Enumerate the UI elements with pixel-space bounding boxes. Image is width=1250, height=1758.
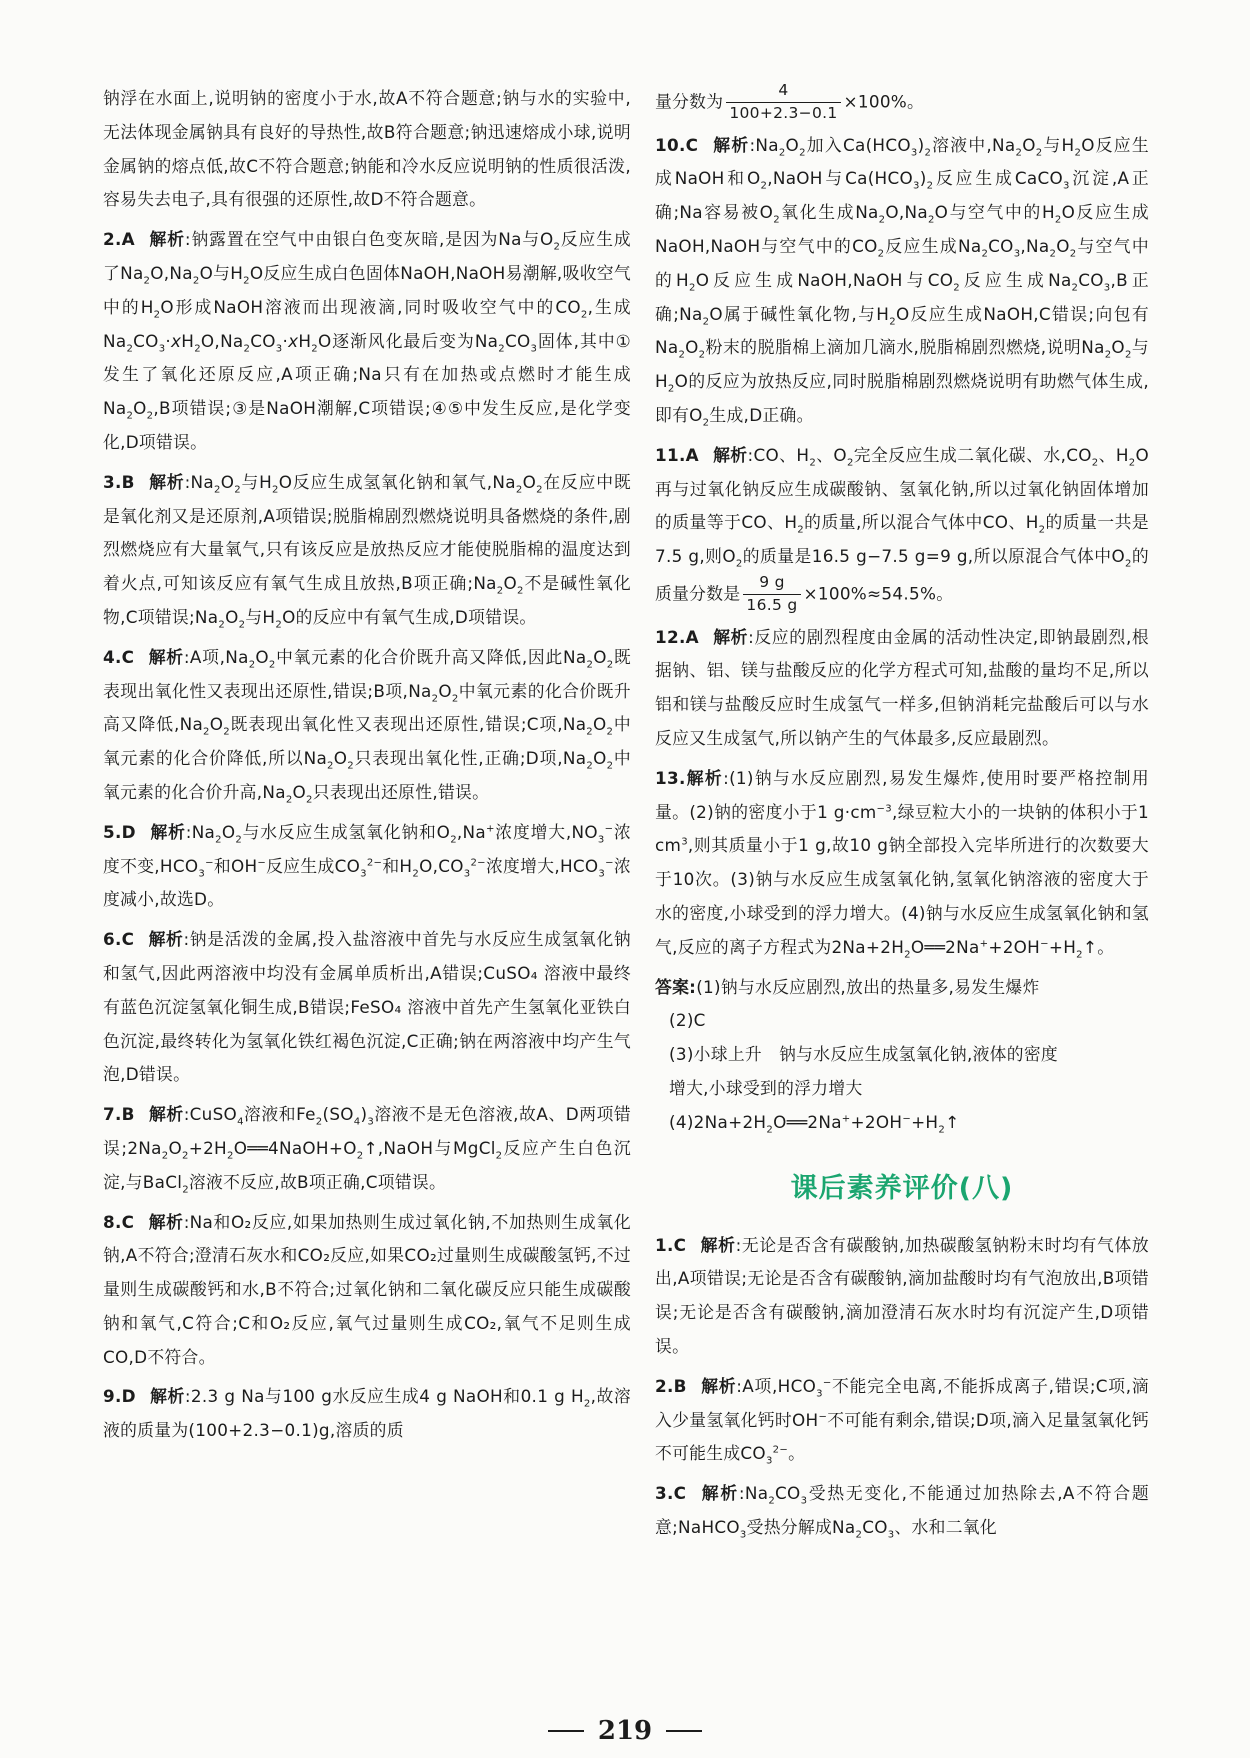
answer-line: $(4)2Na+2H_2O══2Na^++2OH^-+H_2↑$ bbox=[669, 1111, 960, 1136]
analysis-label: 解析 bbox=[148, 471, 185, 492]
answer-4: 4.C 解析:A项$,Na_2O_2$中氧元素的化合价既升高又降低,因此$Na_2O_2$既表现出氧化性又表现出还原性,错误;B项$,Na_2O_2$中氧元素的化合价既升高又降低$,Na_2O_2$既表现出氧化性又表现出还原性,错误;C项$,Na_2O_2$中氧元素的化合价降低,所以$Na_2O_2$只表现出氧化性,正确;D项$,Na_2O_2$中氧元素的化合价升高$,Na_2O_2$只表现出还原性,错误。 bbox=[103, 646, 631, 806]
analysis-label: 解析 bbox=[148, 929, 184, 950]
answer-9: 9.D 解析:2.3 g Na与100 g水反应生成4 g NaOH和0.1 g $H_2$,故溶液的质量为(100+2.3−0.1)g,溶质的质 bbox=[103, 1386, 631, 1441]
answer-11: 11.A 解析:CO、$H_2$、$O_2$完全反应生成二氧化碳、水$,CO_2$、$H_2O$再与过氧化钠反应生成碳酸钠、氢氧化钠,所以过氧化钠固体增加的质量等于CO、$H_2$的质量,所以混合气体中CO、$H_2$的质量一共是7.5 g,则$O_2$的质量是16.5 g−7.5 g=9 g,所以原混合气体中$O_2$的质量分数是 $\frac{9 g}{16.5 g}$ ×100%≈54.5%。 bbox=[655, 444, 1149, 614]
answer-text: 无论是否含有碳酸钠,加热碳酸氢钠粉末时均有气体放出,A项错误;无论是否含有碳酸钠,滴加盐酸时均有气泡放出,B项错误;无论是否含有碳酸钠,滴加澄清石灰水时均有沉淀产生,D项错误。 bbox=[655, 1234, 1149, 1356]
answer-13: 13.解析:(1)钠与水反应剧烈,易发生爆炸,使用时要严格控制用量。(2)钠的密度小于1 $g\cdot cm^{-3}$,绿豆粒大小的一块钠的体积小于1 $cm^3$,则其质量小于1 g,故10 g钠全部投入完毕所进行的次数要大于10次。(3)钠与水反应生成氢氧化钠,氢氧化钠溶液的密度大于水的密度,小球受到的浮力增大。(4)钠与水反应生成氢氧化钠和氢气,反应的离子方程式为$2Na+2H_2O══2Na^++2OH^-+H_2↑$。 bbox=[655, 767, 1149, 961]
analysis-label: 解析 bbox=[700, 1375, 737, 1396]
question-number: 5.D bbox=[103, 821, 136, 842]
question-number: 3.B bbox=[103, 471, 135, 492]
answer-label: 答案: bbox=[655, 976, 697, 997]
question-number: 4.C bbox=[103, 646, 135, 667]
fraction bbox=[726, 82, 840, 123]
answer-text: 量分数为 bbox=[655, 91, 724, 112]
right-column bbox=[655, 82, 1149, 1551]
answer-8: 8.C 解析:Na和O₂反应,如果加热则生成过氧化钠,不加热则生成氧化钠,A不符合;澄清石灰水和CO₂反应,如果CO₂过量则生成碳酸氢钙,不过量则生成碳酸钙和水,B不符合;过氧化钠和二氧化碳反应只能生成碳酸钠和氧气,C符合;C和O₂反应,氧气过量则生成CO₂,氧气不足则生成CO,D不符合。 bbox=[103, 1211, 631, 1367]
answer-3: 3.B 解析$:Na_2O_2$与$H_2O$反应生成氢氧化钠和氧气$,Na_2O_2$在反应中既是氧化剂又是还原剂,A项错误;脱脂棉剧烈燃烧说明具备燃烧的条件,剧烈燃烧应有大量氧气,只有该反应是放热反应才能使脱脂棉的温度达到着火点,可知该反应有氧气生成且放热,B项正确$;Na_2O_2$不是碱性氧化物,C项错误$;Na_2O_2$与$H_2O$的反应中有氧气生成,D项错误。 bbox=[103, 471, 631, 631]
fraction: $\frac{9 g}{16.5 g}$ bbox=[743, 574, 800, 615]
analysis-label: 解析 bbox=[712, 444, 748, 465]
answer-text: 钠是活泼的金属,投入盐溶液中首先与水反应生成氢氧化钠和氢气,因此两溶液中均没有金属单质析出,A错误;CuSO₄ 溶液中最终有蓝色沉淀氢氧化铜生成,B错误;FeSO₄ 溶液中首先产生氢氧化亚铁白色沉淀,最终转化为氢氧化铁红褐色沉淀,C正确;钠在两溶液中均产生气泡,D错误。 bbox=[103, 929, 631, 1085]
analysis-label: 解析 bbox=[712, 134, 750, 155]
answer-13-final bbox=[655, 971, 1149, 1140]
question-number: 6.C bbox=[103, 929, 135, 950]
analysis-label: 解析 bbox=[148, 1211, 184, 1232]
answer-2: 2.A 解析:钠露置在空气中由银白色变灰暗,是因为Na与$O_2$反应生成了$Na_2O,Na_2O$与$H_2O$反应生成白色固体NaOH,NaOH易潮解,吸收空气中的$H_2O$形成NaOH溶液而出现液滴,同时吸收空气中的$CO_2$,生成$Na_2CO_3\cdot xH_2O,Na_2CO_3\cdot xH_2O$逐渐风化最后变为$Na_2CO_3$固体,其中①发生了氧化还原反应,A项正确;Na只有在加热或点燃时才能生成$Na_2O_2,B$项错误;③是NaOH潮解,C项错误;④⑤中发生反应,是化学变化,D项错误。 bbox=[103, 229, 631, 452]
analysis-label: 解析 bbox=[712, 626, 749, 647]
left-column bbox=[103, 82, 631, 1454]
question-number: 7.B bbox=[103, 1104, 135, 1125]
answer-text: Na和O₂反应,如果加热则生成过氧化钠,不加热则生成氧化钠,A不符合;澄清石灰水和CO₂反应,如果CO₂过量则生成碳酸氢钙,不过量则生成碳酸钙和水,B不符合;过氧化钠和二氧化碳反应只能生成碳酸钠和氧气,C符合;C和O₂反应,氧气过量则生成CO₂,氧气不足则生成CO,D不符合。 bbox=[103, 1211, 631, 1367]
fraction-denominator: 100+2.3−0.1 bbox=[729, 103, 838, 122]
analysis-label: 解析 bbox=[685, 767, 724, 788]
analysis-label: 解析 bbox=[148, 229, 185, 250]
page-footer bbox=[0, 1716, 1250, 1746]
question-number: 2.A bbox=[103, 229, 135, 250]
answer-5: 5.D 解析$:Na_2O_2$与水反应生成氢氧化钠和$O_2,Na^+$浓度增大$,NO_3^-$浓度不变$,HCO_3^-$和OH−反应生成$CO_3^{2-}$和$H_2O,CO_3^{2-}$浓度增大$,HCO_3^-$浓度减小,故选D。 bbox=[103, 821, 631, 910]
answer-1-continued: 钠浮在水面上,说明钠的密度小于水,故A不符合题意;钠与水的实验中,无法体现金属钠具有良好的导热性,故B符合题意;钠迅速熔成小球,说明金属钠的熔点低,故C不符合题意;钠能和冷水反应说明钠的性质很活泼,容易失去电子,具有很强的还原性,故D不符合题意。 bbox=[103, 88, 631, 210]
answer-s2: 2.B 解析:A项$,HCO_3^-$不能完全电离,不能拆成离子,错误;C项,滴入少量氢氧化钙时OH−不可能有剩余,错误;D项,滴入足量氢氧化钙不可能生成$CO_3^{2-}$。 bbox=[655, 1375, 1150, 1467]
analysis-label: 解析 bbox=[148, 1104, 184, 1125]
question-number: 8.C bbox=[103, 1211, 135, 1232]
answer-10: 10.C 解析$:Na_2O_2$加入$Ca(HCO_3)_2$溶液中$,Na_2O_2$与$H_2O$反应生成NaOH和$O_2,NaOH$与$Ca(HCO_3)_2$反应生成CaCO$_3$沉淀,A正确;Na容易被$O_2$氧化生成$Na_2O,Na_2O$与空气中的$H_2O$反应生成NaOH,NaOH与空气中的$CO_2$反应生成$Na_2CO_3,Na_2O_2$与空气中的$H_2O$反应生成NaOH,NaOH与$CO_2$反应生成$Na_2CO_3,B$正确$;Na_2O$属于碱性氧化物,与$H_2O$反应生成NaOH,C错误;向包有$Na_2O_2$粉末的脱脂棉上滴加几滴水,脱脂棉剧烈燃烧,说明$Na_2O_2$与$H_2O$的反应为放热反应,同时脱脂棉剧烈燃烧说明有助燃气体生成,即有$O_2$生成,D正确。 bbox=[655, 134, 1150, 429]
answer-s3: 3.C 解析$:Na_2CO_3$受热无变化,不能通过加热除去,A不符合题意;NaHCO$_3$受热分解成$Na_2CO_3$、水和二氧化 bbox=[655, 1483, 1149, 1541]
analysis-label: 解析 bbox=[149, 1386, 185, 1407]
analysis-label: 解析 bbox=[700, 1483, 739, 1504]
footer-rule bbox=[666, 1730, 702, 1732]
analysis-label: 解析 bbox=[149, 821, 186, 842]
answer-line: 增大,小球受到的浮力增大 bbox=[669, 1077, 863, 1098]
footer-rule bbox=[548, 1730, 584, 1732]
question-number: 10.C bbox=[655, 134, 699, 155]
answer-12: 12.A 解析:反应的剧烈程度由金属的活动性决定,即钠最剧烈,根据钠、铝、镁与盐酸反应的化学方程式可知,盐酸的量均不足,所以铝和镁与盐酸反应时生成氢气一样多,但钠消耗完盐酸后可以与水反应又生成氢气,所以钠产生的气体最多,反应最剧烈。 bbox=[655, 626, 1149, 748]
answer-text: ×100%。 bbox=[843, 91, 925, 112]
answer-line: (2)C bbox=[669, 1010, 706, 1031]
question-number: 2.B bbox=[655, 1375, 687, 1396]
answer-9-continued bbox=[655, 82, 1149, 123]
answer-s1: 1.C 解析:无论是否含有碳酸钠,加热碳酸氢钠粉末时均有气体放出,A项错误;无论是否含有碳酸钠,滴加盐酸时均有气泡放出,B项错误;无论是否含有碳酸钠,滴加澄清石灰水时均有沉淀产生,D项错误。 bbox=[655, 1234, 1149, 1356]
answer-7: 7.B 解析:CuSO$_4$溶液和$Fe_2(SO_4)_3$溶液不是无色溶液,故A、D两项错误$;2Na_2O_2+2H_2O══4NaOH+O_2↑,NaOH$与MgCl$_2$反应产生白色沉淀,与BaCl$_2$溶液不反应,故B项正确,C项错误。 bbox=[103, 1104, 631, 1196]
section-title: 课后素养评价(八) bbox=[790, 1172, 1014, 1204]
answer-text: 反应的剧烈程度由金属的活动性决定,即钠最剧烈,根据钠、铝、镁与盐酸反应的化学方程式可知,盐酸的量均不足,所以铝和镁与盐酸反应时生成氢气一样多,但钠消耗完盐酸后可以与水反应又生成氢气,所以钠产生的气体最多,反应最剧烈。 bbox=[655, 626, 1149, 748]
page-number: 219 bbox=[597, 1716, 653, 1746]
question-number: 12.A bbox=[655, 626, 699, 647]
analysis-label: 解析 bbox=[148, 646, 184, 667]
question-number: 3.C bbox=[655, 1483, 687, 1504]
question-number: 9.D bbox=[103, 1386, 136, 1407]
answer-6: 6.C 解析:钠是活泼的金属,投入盐溶液中首先与水反应生成氢氧化钠和氢气,因此两溶液中均没有金属单质析出,A错误;CuSO₄ 溶液中最终有蓝色沉淀氢氧化铜生成,B错误;FeSO₄ 溶液中首先产生氢氧化亚铁白色沉淀,最终转化为氢氧化铁红褐色沉淀,C正确;钠在两溶液中均产生气泡,D错误。 bbox=[103, 929, 631, 1085]
answer-line: (1)钠与水反应剧烈,放出的热量多,易发生爆炸 bbox=[696, 976, 1040, 997]
question-number: 11.A bbox=[655, 444, 699, 465]
question-number: 1.C bbox=[655, 1234, 687, 1255]
answer-line: (3)小球上升 钠与水反应生成氢氧化钠,液体的密度 bbox=[669, 1044, 1059, 1065]
fraction-numerator: 4 bbox=[726, 82, 840, 103]
analysis-label: 解析 bbox=[700, 1234, 736, 1255]
question-number: 13. bbox=[655, 767, 686, 788]
